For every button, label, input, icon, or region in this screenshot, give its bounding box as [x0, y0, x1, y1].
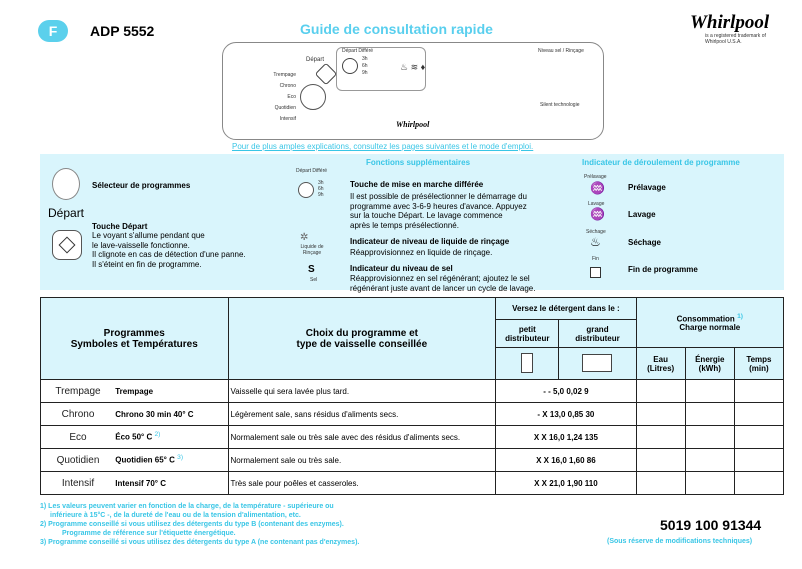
- step-dry: Séchage: [628, 238, 661, 247]
- program-cell: Trempage Trempage: [41, 380, 229, 403]
- desc-cell: Normalement sale ou très sale avec des résidus d'aliments secs.: [228, 426, 496, 449]
- time-header: Temps (min): [734, 348, 783, 380]
- empty-cell: [636, 403, 685, 426]
- delay-icon-label: Départ Différé: [296, 168, 328, 174]
- step-end: Fin de programme: [628, 265, 698, 274]
- depart-title: Touche Départ: [92, 222, 148, 231]
- prewash-icon-label: Prélavage: [584, 174, 607, 180]
- salt-icon: S: [308, 264, 315, 275]
- part-number: 5019 100 91344: [660, 517, 762, 533]
- empty-cell: [636, 449, 685, 472]
- panel-indicator-icons: ♨ ≋ ♦: [400, 62, 426, 72]
- delay-text: Il est possible de présélectionner le démarrage du programme avec 3-6-9 heures d'avance. Appuyez sur la touche Départ. Le lavage commence après le temps présélectionné.: [350, 192, 527, 230]
- delay-button-icon: [342, 58, 358, 74]
- rinse-icon-label: Liquide de Rinçage: [300, 244, 324, 256]
- empty-cell: [685, 449, 734, 472]
- values-cell: - X 13,0 0,85 30: [496, 403, 636, 426]
- empty-cell: [734, 472, 783, 495]
- empty-cell: [734, 403, 783, 426]
- values-cell: - - 5,0 0,02 9: [496, 380, 636, 403]
- empty-cell: [734, 449, 783, 472]
- empty-cell: [734, 426, 783, 449]
- panel-depart-label: Départ: [306, 57, 325, 63]
- empty-cell: [636, 380, 685, 403]
- delay-icon-options: 3h 6h 9h: [318, 180, 324, 198]
- prewash-icon: ♒: [590, 181, 605, 195]
- empty-cell: [734, 380, 783, 403]
- small-dispenser-icon: [521, 353, 533, 373]
- depart-icon-label: Départ: [48, 206, 85, 220]
- salt-icon-label: Sel: [310, 277, 318, 283]
- empty-cell: [685, 380, 734, 403]
- panel-right-label: Niveau sel / Rinçage: [538, 48, 584, 54]
- language-badge: F: [38, 20, 68, 42]
- delay-icon: [298, 182, 314, 198]
- wash-icon: ♒: [590, 207, 605, 221]
- empty-cell: [685, 472, 734, 495]
- footnotes: 1) Les valeurs peuvent varier en fonction de la charge, de la température - supérieure ou inférieure à 15°C -, de la dureté de l'eau ou de la tension d'alimentation, etc. 2) Programme conseillé si vous utilisez des détergents du type B (contenant des enzymes). Programme de référence sur l'étiquette énergétique. 3) Programme conseillé si vous utilisez des détergents du type A (ne contenant pas d'enzymes).: [40, 503, 360, 546]
- table-row: [41, 472, 784, 495]
- table-row: [41, 403, 784, 426]
- rinse-text: Réapprovisionnez en liquide de rinçage.: [350, 248, 493, 257]
- model-number: ADP 5552: [90, 23, 155, 39]
- water-header: Eau (Litres): [636, 348, 685, 380]
- table-row: [41, 426, 784, 449]
- values-cell: X X 21,0 1,90 110: [496, 472, 636, 495]
- salt-title: Indicateur du niveau de sel: [350, 264, 453, 273]
- panel-program-list: Trempage Chrono Eco Quotidien Intensif: [273, 72, 296, 122]
- small-dispenser-header: petit distributeur: [496, 320, 559, 348]
- panel-tech-label: Silent technologie: [540, 102, 580, 108]
- energy-header: Énergie (kWh): [685, 348, 734, 380]
- empty-cell: [685, 426, 734, 449]
- detergent-header: Versez le détergent dans le :: [496, 298, 636, 320]
- values-cell: X X 16,0 1,60 86: [496, 449, 636, 472]
- program-cell: Chrono Chrono 30 min 40° C: [41, 403, 229, 426]
- large-dispenser-icon-cell: [559, 348, 636, 380]
- panel-delay-label: Départ Différé: [342, 48, 374, 54]
- selector-title: Sélecteur de programmes: [92, 181, 191, 190]
- brand-logo: Whirlpool: [690, 12, 770, 33]
- rinse-sun-icon: ✲: [300, 232, 309, 243]
- large-dispenser-icon: [582, 354, 612, 372]
- dry-icon: ♨: [590, 235, 601, 249]
- small-dispenser-icon-cell: [496, 348, 559, 380]
- program-cell: Quotidien Quotidien 65° C $^{3)}$: [41, 449, 229, 472]
- page-title: Guide de consultation rapide: [300, 21, 493, 37]
- consumption-header: Consommation $^{1)}$ Charge normale: [636, 298, 783, 348]
- selector-knob-icon: [52, 168, 80, 200]
- rinse-title: Indicateur de niveau de liquide de rinçage: [350, 237, 510, 246]
- desc-cell: Très sale pour poêles et casseroles.: [228, 472, 496, 495]
- table-row: [41, 449, 784, 472]
- step-wash: Lavage: [628, 210, 656, 219]
- salt-text: Réapprovisionnez en sel régénérant; ajoutez le sel régénérant juste avant de lancer un cycle de lavage.: [350, 274, 536, 293]
- desc-cell: Vaisselle qui sera lavée plus tard.: [228, 380, 496, 403]
- panel-brand: Whirlpool: [396, 120, 430, 129]
- col-programs-header: Programmes Symboles et Températures: [41, 298, 229, 380]
- empty-cell: [685, 403, 734, 426]
- desc-cell: Normalement sale ou très sale.: [228, 449, 496, 472]
- step-prewash: Prélavage: [628, 183, 666, 192]
- more-info-link[interactable]: Pour de plus amples explications, consultez les pages suivantes et le mode d'emploi.: [232, 142, 534, 151]
- program-cell: Eco Éco 50° C $^{2)}$: [41, 426, 229, 449]
- program-dial-icon: [300, 84, 326, 110]
- program-cell: Intensif Intensif 70° C: [41, 472, 229, 495]
- values-cell: X X 16,0 1,24 135: [496, 426, 636, 449]
- depart-text: Le voyant s'allume pendant que le lave-vaisselle fonctionne. Il clignote en cas de détection d'une panne. Il s'éteint en fin de programme.: [92, 231, 246, 269]
- section-title-progress: Indicateur de déroulement de programme: [582, 158, 740, 167]
- program-table: [40, 297, 784, 495]
- col-choice-header: Choix du programme et type de vaisselle conseillée: [228, 298, 496, 380]
- brand-note: is a registered trademark of Whirlpool U.S.A.: [705, 33, 766, 45]
- wash-icon-label: Lavage: [588, 201, 605, 207]
- empty-cell: [636, 472, 685, 495]
- large-dispenser-header: grand distributeur: [559, 320, 636, 348]
- reserve-note: (Sous réserve de modifications techniques): [607, 538, 753, 545]
- section-title-functions: Fonctions supplémentaires: [366, 158, 471, 167]
- panel-delay-options: 3h 6h 9h: [362, 56, 368, 76]
- dry-icon-label: Séchage: [586, 229, 606, 235]
- desc-cell: Légèrement sale, sans résidus d'aliments secs.: [228, 403, 496, 426]
- end-icon-label: Fin: [592, 256, 599, 262]
- end-square-icon: [590, 267, 601, 278]
- empty-cell: [636, 426, 685, 449]
- delay-title: Touche de mise en marche différée: [350, 180, 484, 189]
- table-row: [41, 380, 784, 403]
